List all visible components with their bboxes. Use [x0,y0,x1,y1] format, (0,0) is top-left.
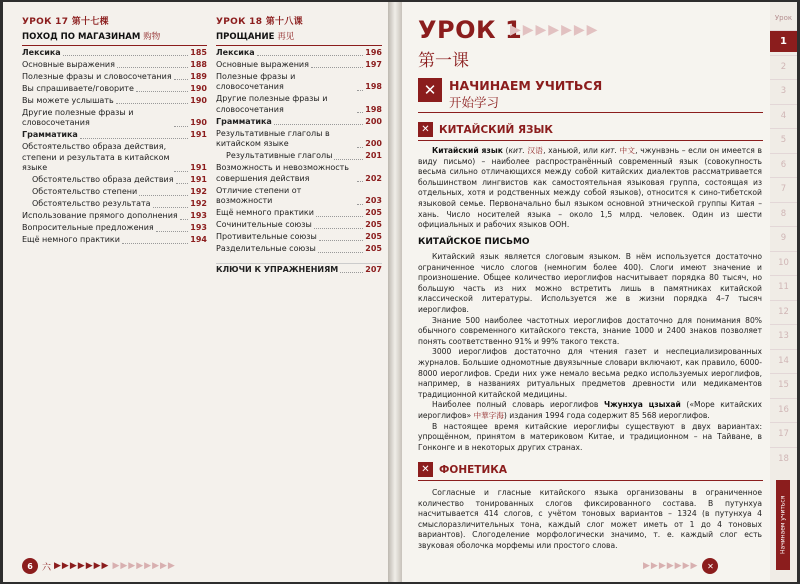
lesson-tab-18[interactable]: 18 [770,447,797,469]
toc-item[interactable] [216,48,382,59]
section-mark-icon: ✕ [418,122,433,137]
toc-leader [340,272,363,273]
toc-item[interactable] [22,130,207,141]
toc-item-page: 196 [365,47,382,57]
toc-item-text: Результативные глаголы [226,151,333,160]
paragraph: Знание 500 наиболее частотных иероглифов достаточно для понимания 80% обычного современного китайского текста, знание 1000 и 2400 знаков позволяет понять соответственно 91% и 99% такого текста. [418,315,762,346]
section-title-ru: НАЧИНАЕМ УЧИТЬСЯ [449,78,603,93]
toc-item[interactable] [216,72,382,93]
toc-item-page: 202 [365,173,382,183]
toc-leader [136,91,188,92]
paragraph: В настоящее время китайские иероглифы существуют в двух вариантах: упрощённом, принятом в материковом Китае, и традиционном – на Тайване, в Гонконге и в некоторых других странах. [418,421,762,452]
cn-text: 中文 [616,146,636,155]
toc-item-text: Разделительные союзы [216,244,316,253]
toc-item-text: Другие полезные фразы и словосочетания [216,94,328,114]
lesson-tab-1[interactable]: 1 [770,30,797,52]
toc-leader [357,112,363,113]
section-mark-icon: ✕ [418,78,442,102]
toc-item-page: 200 [365,116,382,126]
toc-item-page: 192 [190,199,207,208]
toc-item[interactable] [216,151,382,162]
footer-arrows-icon: ▶▶▶▶▶▶▶ [643,561,699,571]
toc-item[interactable] [216,60,382,71]
toc-leader [180,219,189,220]
toc-item[interactable] [216,117,382,128]
toc-item-page: 203 [365,196,382,205]
toc-item[interactable] [216,208,382,219]
lesson-number-cn: 第十七棵 [71,17,109,27]
toc-leader [319,240,364,241]
toc-item-page: 190 [190,118,207,127]
paragraph: 3000 иероглифов достаточно для чтения газет и неспециализированных журналов. Большие одномотные двуязычные словари включают, как правило, 6000-8000 иероглифов. Среди них уже немало весьма редко используемых иероглифов, например, в названиях ритуальных предметов древности или медикаментов традиционной китайской медицины. [418,347,762,399]
toc-item-page: 194 [190,235,207,244]
lesson-tab-10[interactable]: 10 [770,251,797,273]
toc-leader [357,204,363,205]
toc-item-page: 189 [190,71,207,81]
toc-item[interactable] [216,186,382,207]
toc-item-page: 192 [190,187,207,196]
toc-list [22,48,207,246]
toc-leader [357,147,363,148]
toc-leader [274,124,364,125]
toc-leader [257,55,364,56]
toc-leader [116,103,189,104]
section-title [449,78,602,111]
page-number-icon: ✕ [702,558,718,574]
paragraph: Согласные и гласные китайского языка организованы в ограниченное количество тонированных слогов фиксированного состава. В путунхуа насчитывается 414 слогов, с учётом тоновых вариантов – 1324 (в путунхуа 4 смыслоразличительных тона, каждый слог может иметь от 1 до 4 тоновых вариантов). Слогоделение морфологически значимо, т. е. каждый слог есть звуковая оболочка морфемы или простого слова. [418,488,762,550]
toc-item-page: 188 [190,59,207,69]
text: («Море китайских иероглифов» [418,400,763,420]
toc-item-text: Возможность и невозможность совершения действия [216,163,350,183]
toc-item[interactable] [216,94,382,115]
toc-item-page: 205 [365,220,382,229]
section-divider [418,112,763,113]
right-footer [640,558,718,574]
lesson-tab-9[interactable]: 9 [770,226,797,248]
toc-list [216,48,382,255]
toc-item-text: Результативные глаголы в китайском языке [216,128,330,148]
toc-item-text: Использование прямого дополнения [22,211,178,220]
lesson-tab-8[interactable]: 8 [770,202,797,224]
section-divider [418,140,763,141]
toc-item-page: 205 [365,232,382,241]
toc-item-page: 191 [190,130,207,139]
toc-leader [357,90,363,91]
lesson-number-cn: 第十八课 [265,17,303,27]
toc-item[interactable] [22,108,207,129]
section-title-cn: 开始学习 [449,95,500,110]
toc-item-text: Основные выражения [216,59,309,69]
toc-leader [153,207,189,208]
toc-item-text: Противительные союзы [216,232,317,241]
subheading-chinese-writing: КИТАЙСКОЕ ПИСЬМО [418,237,530,247]
lesson-title [22,30,207,46]
lesson-heading [418,16,522,71]
header-arrows-icon: ▶▶▶▶▶▶▶ [510,22,600,38]
lesson-tab-15[interactable]: 15 [770,373,797,395]
lesson-tab-17[interactable]: 17 [770,422,797,444]
toc-item-text: Грамматика [216,116,272,126]
toc-item[interactable] [22,199,207,210]
lesson-number: УРОК 17 [22,17,69,27]
toc-item-page: 193 [190,211,207,220]
toc-item-page: 200 [365,139,382,148]
section-mark-icon: ✕ [418,462,433,477]
toc-item[interactable] [216,220,382,231]
text: , ханьюй, или [543,146,601,155]
term: Китайский язык [432,146,503,155]
lesson-title-cn: 再见 [277,32,295,42]
lesson-tab-11[interactable]: 11 [770,275,797,297]
toc-item-text: Вы можете услышать [22,95,114,105]
toc-item-text: Вопросительные предложения [22,223,154,232]
toc-item-text: Вы спрашиваете/говорите [22,83,134,93]
toc-leader [334,159,363,160]
lesson-tab-4[interactable]: 4 [770,104,797,126]
paragraph: Китайский язык является слоговым языком. В нём используется достаточно ограниченное число слогов (немногим более 400). Слоги имеют значение и произношение. Общее количество иероглифов насчитывает порядка 80 тысяч, но большую часть из них можно встретить лишь в памятниках китайской классической литературы. Используется же в жизни порядка 4–7 тысяч иероглифов. [418,252,762,314]
section-title: КИТАЙСКИЙ ЯЗЫК [439,123,553,136]
toc-item-page: 190 [190,83,207,93]
toc-item-text: Другие полезные фразы и словосочетания [22,107,134,127]
toc-item-page: 198 [365,104,382,114]
toc-item-text: Лексика [22,47,61,57]
toc-item[interactable] [22,96,207,107]
toc-leader [156,231,189,232]
lesson-tab-13[interactable]: 13 [770,324,797,346]
toc-leader [117,67,188,68]
lesson-title-ru: ПРОЩАНИЕ [216,32,275,42]
lesson-number: УРОК 18 [216,17,263,27]
paragraph-intro [418,146,762,231]
lesson-tab-3[interactable]: 3 [770,79,797,101]
toc-item[interactable] [22,223,207,234]
left-footer [22,558,176,574]
toc-item[interactable] [22,72,207,83]
section-title: ФОНЕТИКА [439,463,507,476]
lesson-title-ru: ПОХОД ПО МАГАЗИНАМ [22,32,141,42]
toc-leader [80,138,189,139]
toc-leader [311,67,363,68]
toc-leader [176,183,189,184]
text: Наиболее полный словарь иероглифов [432,400,604,410]
text: , чжунвэнь – если он имеется в виду письмо) – наиболее распространённый современный язык (совокупность весьма сильно отличающихся между собой китайских диалектов рассматривается большинством лингвистов как самостоятельная языковая группа, состоящая из отдельных, хотя и родственных между собой языков), относится к сино-тибетской языковой семье. Первоначально был языком основной этнической группы Китая – хань. Число носителей языка – около 1,5 млрд. человек. Один из шести официальных и рабочих языков ООН. [418,146,762,230]
lesson-label [22,14,207,27]
toc-item-text: Ещё немного практики [216,208,314,217]
toc-item[interactable] [22,84,207,95]
section-chinese-language [418,122,553,137]
lesson-number: УРОК 1 [418,16,523,44]
toc-item[interactable] [22,142,207,174]
toc-item-text: Лексика [216,47,255,57]
toc-item[interactable] [22,48,207,59]
toc-leader [63,55,189,56]
toc-leader [357,181,363,182]
text: ) издания 1994 года содержит 85 568 иероглифов. [503,410,710,420]
toc-item[interactable] [216,163,382,184]
toc-item-page: 193 [190,223,207,232]
toc-item[interactable] [216,129,382,150]
footer-arrows-faint-icon: ▶▶▶▶▶▶▶▶ [112,561,176,571]
lesson-side-tabs [770,2,797,582]
toc-item-page: 205 [365,208,382,217]
toc-item-page: 205 [365,244,382,253]
toc-item-page: 190 [190,95,207,105]
lesson-tab-12[interactable]: 12 [770,300,797,322]
toc-item[interactable] [22,235,207,246]
toc-item-text: Обстоятельство образа действия [32,175,174,184]
toc-item-text: Полезные фразы и словосочетания [22,71,172,81]
toc-column-lesson-17 [22,14,207,246]
toc-leader [318,252,364,253]
toc-item[interactable] [22,187,207,198]
lesson-tab-16[interactable]: 16 [770,398,797,420]
text: ( [502,146,509,155]
toc-item-keys[interactable] [216,263,382,276]
toc-item-text: Обстоятельство образа действия, степени и результата в китайском языке [22,142,170,172]
toc-leader [139,195,188,196]
toc-item-page: 185 [190,47,207,57]
text: кит. [508,146,525,155]
toc-item[interactable] [22,60,207,71]
paragraph [418,400,762,421]
lesson-tab-2[interactable]: 2 [770,55,797,77]
lesson-tab-6[interactable]: 6 [770,153,797,175]
toc-item-text: Отличие степени от возможности [216,185,302,205]
paragraphs-writing [418,252,762,453]
toc-item-page: 198 [365,82,382,91]
lesson-tab-7[interactable]: 7 [770,177,797,199]
toc-leader [316,216,363,217]
lesson-label [216,14,382,27]
lesson-number-cn: 第一课 [418,51,469,71]
toc-leader [174,126,188,127]
toc-item-page: 191 [190,163,207,172]
toc-item[interactable] [216,232,382,243]
section-phonetics [418,462,507,477]
toc-item-text: Обстоятельство результата [32,199,151,208]
toc-item-text: Сочинительные союзы [216,220,312,229]
toc-item-text: Грамматика [22,130,78,139]
section-divider [418,480,763,481]
toc-item-text: Полезные фразы и словосочетания [216,71,296,91]
page-number-cn: 六 [42,562,52,573]
book-gutter [388,2,402,582]
toc-item-text: Основные выражения [22,59,115,69]
toc-item-page: 207 [365,264,382,274]
side-tabs-header: Урок [774,14,793,22]
toc-column-lesson-18 [216,14,382,275]
page-number: 6 [22,558,38,574]
lesson-tab-5[interactable]: 5 [770,128,797,150]
toc-item[interactable] [216,244,382,255]
toc-item[interactable] [22,175,207,186]
toc-item-page: 197 [365,59,382,69]
side-vertical-label: Начинаем учиться [776,480,790,570]
cn-text: 中華字海 [473,410,504,420]
toc-item-text: Ещё немного практики [22,235,120,244]
section-start-learning [418,78,602,111]
toc-leader [174,79,189,80]
text: кит. [600,146,617,155]
paragraph-phonetics [418,488,762,552]
footer-arrows-icon: ▶▶▶▶▶▶▶ [54,561,110,571]
toc-item[interactable] [22,211,207,222]
cn-text: 汉语 [524,146,544,155]
toc-leader [314,228,363,229]
toc-leader [174,171,188,172]
lesson-tab-14[interactable]: 14 [770,349,797,371]
term: Чжунхуа цзыхай [603,400,681,410]
toc-leader [122,243,188,244]
toc-item-text: Обстоятельство степени [32,187,138,196]
lesson-title [216,30,382,46]
lesson-title-cn: 购物 [143,32,161,42]
toc-item-text: КЛЮЧИ К УПРАЖНЕНИЯМ [216,264,339,274]
toc-item-page: 201 [365,151,382,160]
toc-item-page: 191 [190,175,207,184]
